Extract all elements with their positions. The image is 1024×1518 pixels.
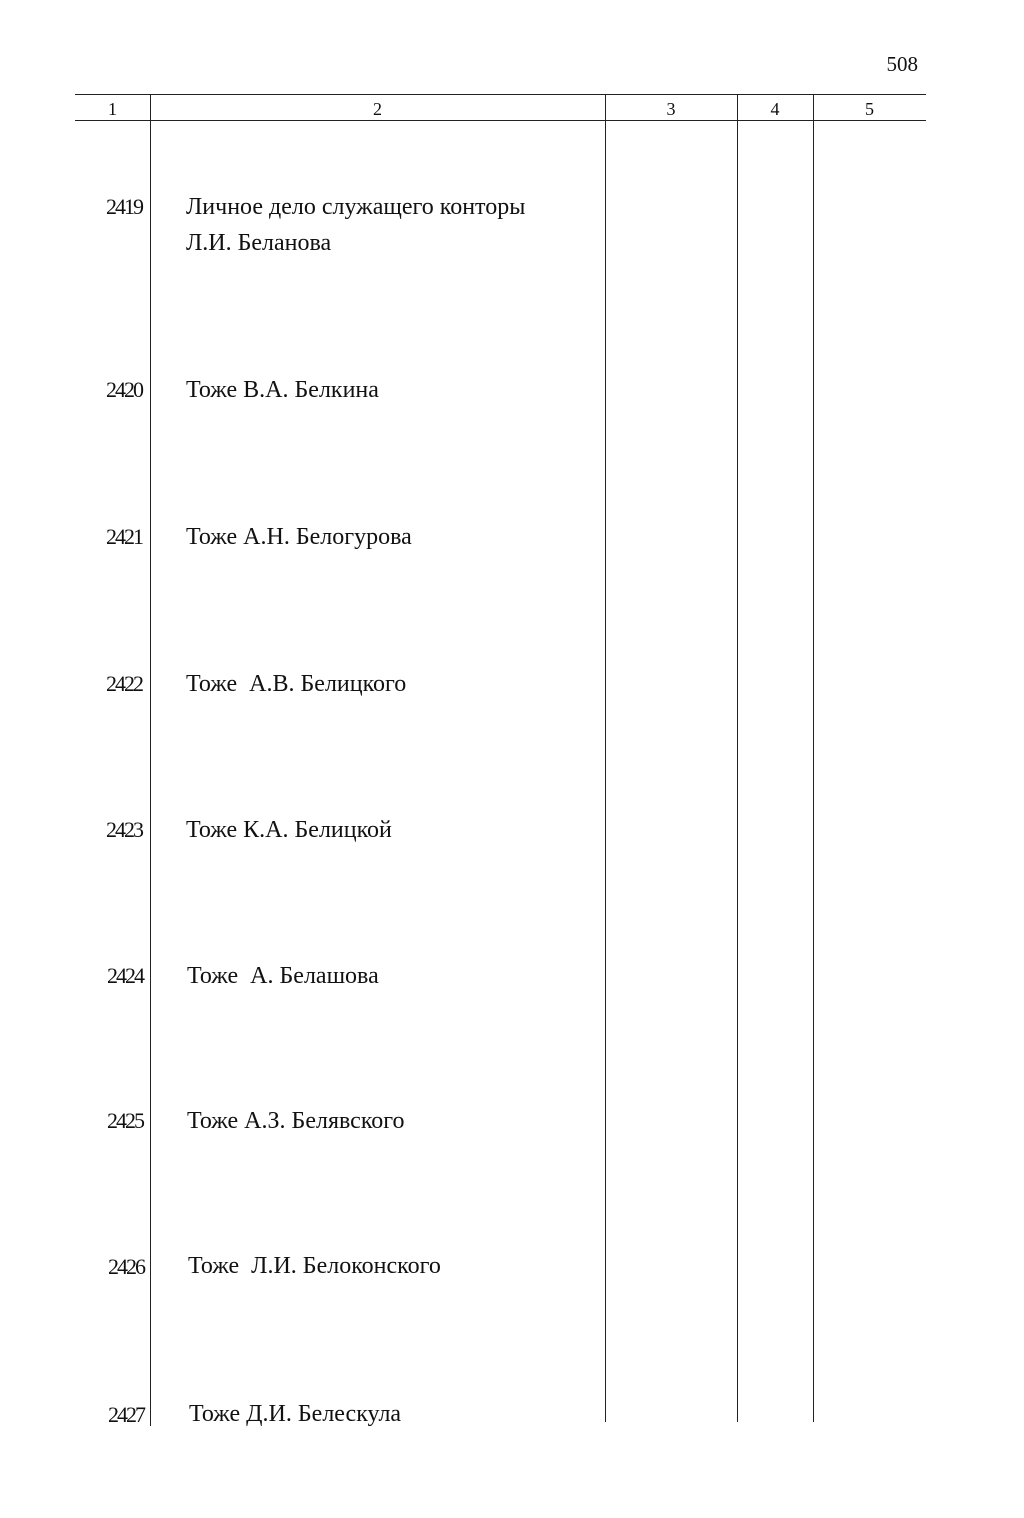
row-number: 2425 bbox=[107, 1108, 143, 1133]
row-description-line: Тоже Л.И. Белоконского bbox=[188, 1253, 441, 1279]
column-header-1: 1 bbox=[108, 99, 117, 119]
row-number: 2420 bbox=[106, 377, 142, 402]
column-divider-4 bbox=[813, 94, 814, 1422]
page-number: 508 bbox=[886, 52, 918, 76]
row-description-line: Тоже А.З. Белявского bbox=[187, 1108, 405, 1134]
column-divider-2 bbox=[605, 94, 606, 1422]
row-number: 2424 bbox=[107, 963, 143, 988]
header-top-rule bbox=[75, 94, 926, 95]
row-number: 2423 bbox=[106, 817, 142, 842]
row-description-line: Тоже Д.И. Белескула bbox=[189, 1401, 402, 1427]
row-description-line: Тоже В.А. Белкина bbox=[186, 377, 379, 403]
column-header-5: 5 bbox=[865, 99, 874, 119]
row-description-line: Л.И. Беланова bbox=[186, 230, 332, 256]
row-description-line: Тоже К.А. Белицкой bbox=[186, 817, 392, 843]
row-description-line: Тоже А.В. Белицкого bbox=[186, 671, 407, 697]
row-description-line: Тоже А.Н. Белогурова bbox=[186, 524, 412, 550]
row-number: 2427 bbox=[108, 1402, 144, 1427]
row-number: 2419 bbox=[106, 194, 142, 219]
column-header-4: 4 bbox=[770, 99, 780, 119]
row-number: 2422 bbox=[106, 671, 142, 696]
row-description-line: Тоже А. Белашова bbox=[187, 963, 379, 989]
row-number: 2426 bbox=[108, 1254, 144, 1279]
row-number: 2421 bbox=[106, 524, 142, 549]
column-divider-3 bbox=[737, 94, 738, 1422]
column-header-3: 3 bbox=[666, 99, 676, 119]
column-header-2: 2 bbox=[373, 99, 382, 119]
column-divider-1 bbox=[150, 94, 151, 1426]
row-description-line: Личное дело служащего конторы bbox=[186, 194, 526, 220]
